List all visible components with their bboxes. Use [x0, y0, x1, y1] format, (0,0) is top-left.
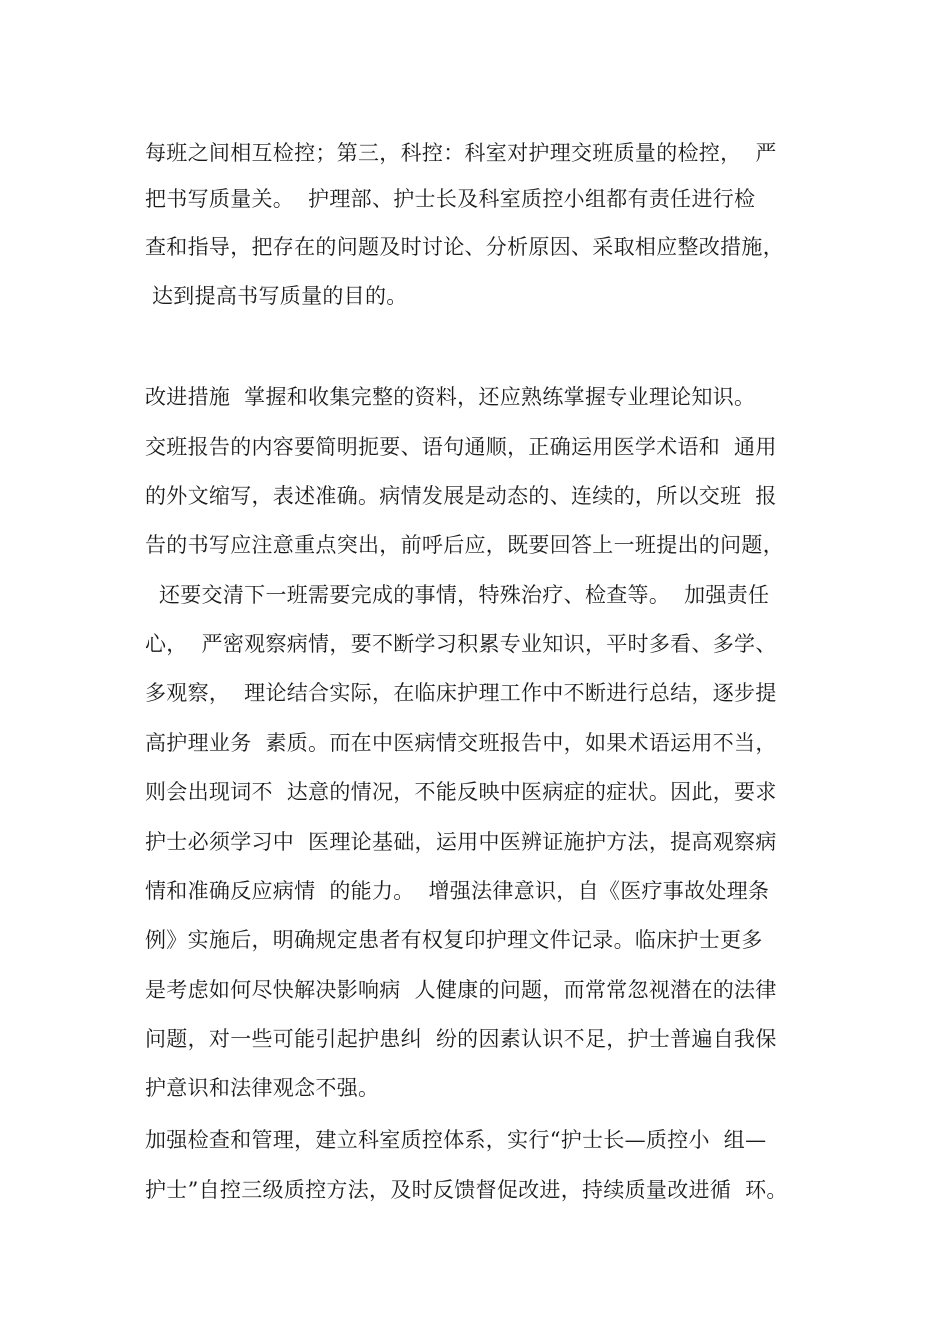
text-line: 达到提高书写质量的目的。: [145, 284, 408, 308]
text-line: 情和准确反应病情 的能力。 增强法律意识，自《医疗事故处理条: [145, 879, 770, 903]
text-line: 问题，对一些可能引起护患纠 纷的因素认识不足，护士普遍自我保: [145, 1027, 777, 1051]
text-line: 查和指导，把存在的问题及时讨论、分析原因、采取相应整改措施，: [145, 235, 784, 259]
text-line: 每班之间相互检控；第三，科控：科室对护理交班质量的检控， 严: [145, 141, 777, 165]
text-line: 高护理业务 素质。而在中医病情交班报告中，如果术语运用不当，: [145, 731, 777, 755]
text-line: 改进措施 掌握和收集完整的资料，还应熟练掌握专业理论知识。: [145, 385, 756, 409]
text-line: 例》实施后，明确规定患者有权复印护理文件记录。临床护士更多: [145, 928, 763, 952]
text-line: 还要交清下一班需要完成的事情，特殊治疗、检查等。 加强责任: [145, 583, 770, 607]
text-line: 的外文缩写，表述准确。病情发展是动态的、连续的，所以交班 报: [145, 484, 777, 508]
text-line: 护士必须学习中 医理论基础，运用中医辨证施护方法，提高观察病: [145, 830, 777, 854]
text-line: 多观察， 理论结合实际，在临床护理工作中不断进行总结，逐步提: [145, 681, 777, 705]
text-line: 加强检查和管理，建立科室质控体系，实行“护士长—质控小 组—: [145, 1128, 767, 1152]
text-line: 把书写质量关。 护理部、护士长及科室质控小组都有责任进行检: [145, 187, 756, 211]
text-line: 是考虑如何尽快解决影响病 人健康的问题，而常常忽视潜在的法律: [145, 978, 777, 1002]
text-line: 护意识和法律观念不强。: [145, 1076, 380, 1100]
text-line: 护士”自控三级质控方法，及时反馈督促改进，持续质量改进循 环。: [145, 1178, 788, 1202]
text-line: 则会出现词不 达意的情况，不能反映中医病症的症状。因此，要求: [145, 780, 777, 804]
text-line: 心， 严密观察病情，要不断学习积累专业知识，平时多看、多学、: [145, 632, 777, 656]
text-line: 交班报告的内容要简明扼要、语句通顺，正确运用医学术语和 通用: [145, 435, 777, 459]
text-line: 告的书写应注意重点突出，前呼后应，既要回答上一班提出的问题，: [145, 533, 784, 557]
